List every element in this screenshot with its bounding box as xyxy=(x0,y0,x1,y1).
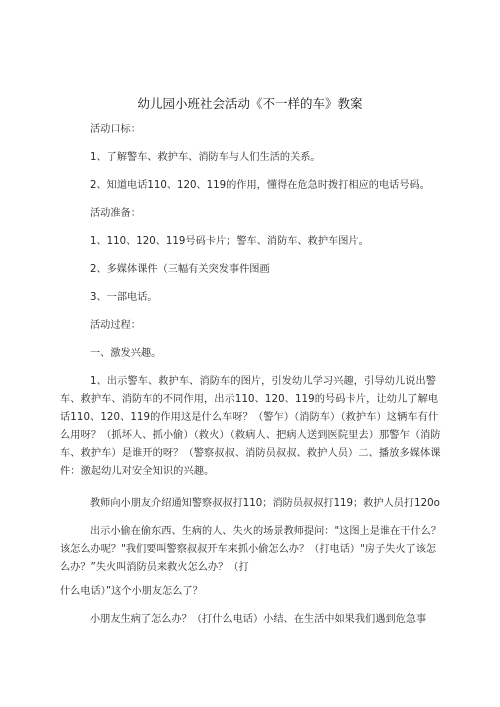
section-heading-process: 活动过程： xyxy=(90,320,141,331)
paragraph: 教师向小朋友介绍通知警察叔叔打110；消防员叔叔打119；救护人员打120o xyxy=(90,498,440,509)
paragraph: 什么电话）”这个小朋友怎么了？ xyxy=(60,586,203,597)
section-heading-preparation: 活动准备： xyxy=(90,208,141,219)
paragraph: 1、出示警车、救护车、消防车的图片，引发幼儿学习兴趣，引导幼儿说出警车、救护车、消防车的不同作用，出示110、120、119的号码卡片，让幼儿了解电话110、120、119的作用这是什么车呀？（警乍）（消防车）（救护车）这辆车有什么用呀？（抓坏人、抓小偷）（救火）（救病人、把病人送到医院里去）那警乍（消防车、救护车）是谁开的呀？（警察叔叔、消防员叔叔、救护人员）二、播放多媒体课件：激起幼儿对安全知识的兴趣。 xyxy=(60,376,441,477)
section-heading-objectives: 活动口标： xyxy=(90,124,141,135)
paragraph: 3、一部电话。 xyxy=(90,292,158,303)
paragraph: 2、多媒体课件（三幅有关突发事件图画 xyxy=(90,264,270,275)
paragraph: 1、了解警车、救护车、消防车与人们生活的关系。 xyxy=(90,152,321,163)
paragraph: 2、知道电话110、120、119的作用，懂得在危急时拨打相应的电话号码。 xyxy=(90,180,430,191)
paragraph: 小朋友生病了怎么办？（打什么电话）小结、在生活中如果我们遇到危急事 xyxy=(90,614,427,625)
document-title: 幼儿园小班社会活动《不一样的车》教案 xyxy=(137,96,363,111)
paragraph: 1、110、120、119号码卡片；警车、消防车、救护车图片。 xyxy=(90,236,369,247)
paragraph: 一、激发兴趣。 xyxy=(90,348,162,359)
paragraph: 出示小偷在偷东西、生病的人、失火的场景教师提问："这图上是谁在干什么？该怎么办呢？"我们要叫警察叔叔开车来抓小偷怎么办？（打电话）"房子失火了该怎么办？”失火叫消防员来救火怎么办？（打 xyxy=(60,526,442,573)
